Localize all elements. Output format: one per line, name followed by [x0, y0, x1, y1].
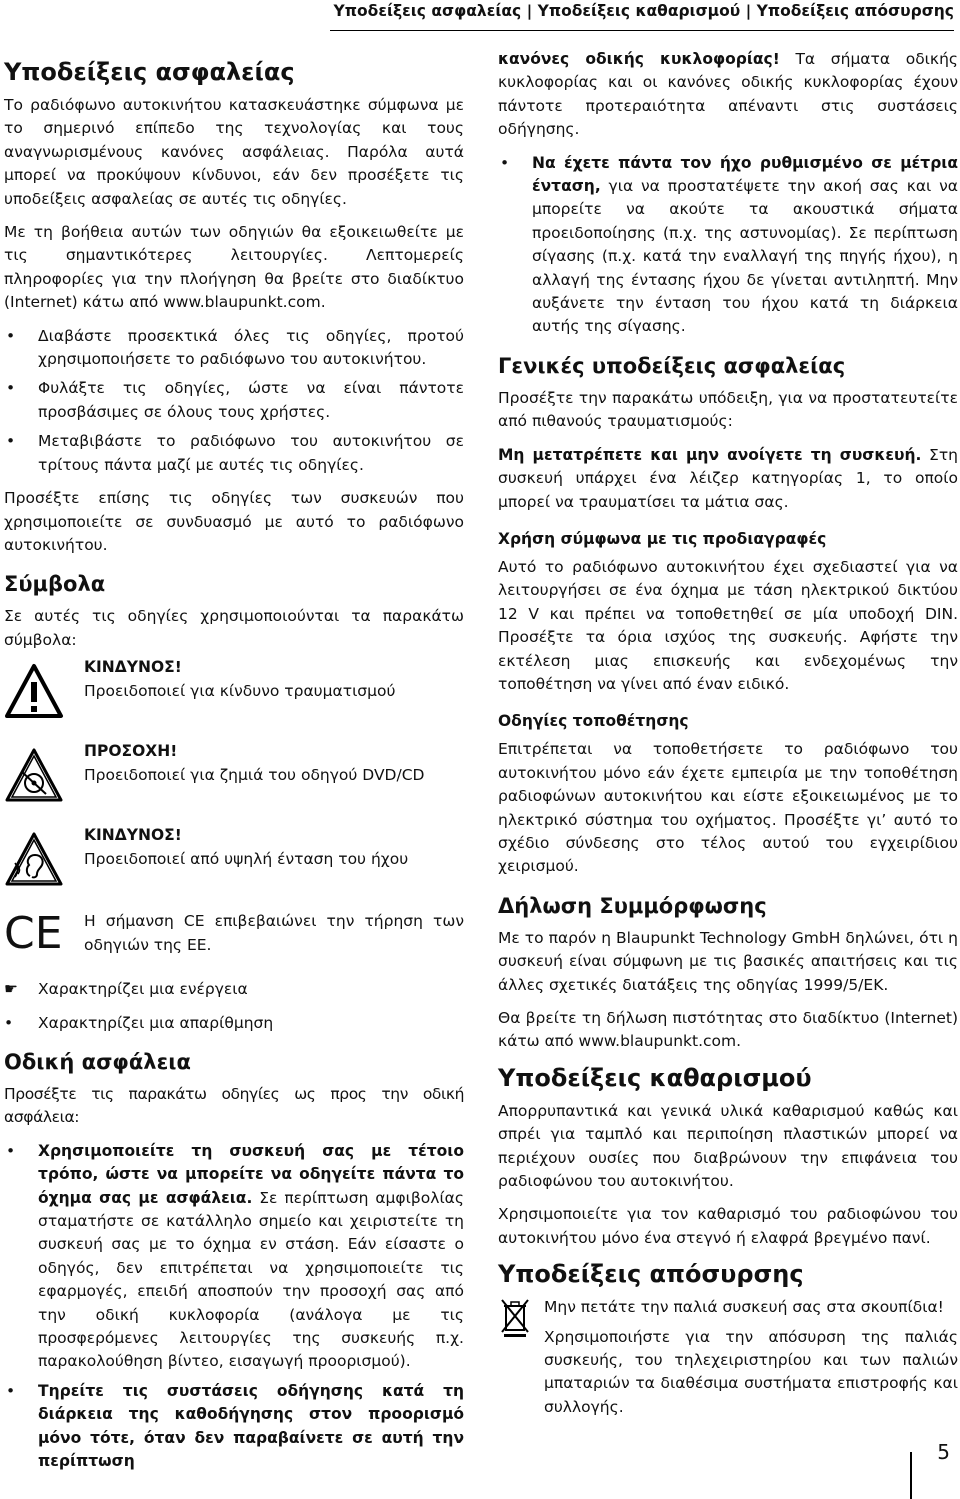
- symbol-ce: [4, 908, 464, 978]
- paragraph: Προσέξτε τις παρακάτω οδηγίες ως προς την οδική ασφάλεια:: [4, 1084, 464, 1127]
- text: Σε περίπτωση αμφιβολίας σταματήστε σε κατάλληλο σημείο και χειριστείτε τη συσκευή σας με το όχημα εν στάση. Εάν είσαστε ο οδηγός, δεν επιτρέπεται να χρησιμοποιείτε τις εφαρμογές, επειδή αποσπούν την προσοχή σας από την οδική κυκλοφορία (ανάλογα με τις προσφερόμενες λειτουργίες της συσκευής π.χ. παρακολούθηση βίντεο, εισαγωγή προορισμού).: [38, 1188, 464, 1371]
- text: Τα σήματα οδικής κυκλοφορίας και οι κανόνες οδικής κυκλοφορίας έχουν πάντοτε προτεραιότητα απέναντι στις συστάσεις οδήγησης.: [498, 50, 958, 139]
- symbol-desc: Προειδοποιεί για ζημιά του οδηγού DVD/CD: [84, 766, 425, 785]
- symbol-volume: [4, 824, 464, 908]
- heading-conformity: Δήλωση Συμμόρφωσης: [498, 893, 767, 918]
- bold-text: Μη μετατρέπετε και μην ανοίγετε τη συσκευή.: [498, 445, 922, 464]
- paragraph: Επιτρέπεται να τοποθετήσετε το ραδιόφωνο του αυτοκινήτου μόνο εάν έχετε εμπειρία με την τοποθέτηση ραδιοφώνων αυτοκινήτου και είστε εξοικειωμένος με το ηλεκτρικό σύστημα του οχήματος. Προσέξτε γι’ αυτό το σχέδιο σύνδεσης στο τέλος αυτού του εγχειρίδιου χειρισμού.: [498, 740, 958, 876]
- list-item: [4, 1380, 464, 1474]
- bullet-list: [4, 325, 464, 477]
- legend-text: Χαρακτηρίζει μια απαρίθμηση: [38, 1013, 274, 1032]
- text: Στη συσκευή υπάρχει ένα λέιζερ κατηγορίας 1, το οποίο μπορεί να τραυματίσει τα μάτια σας.: [498, 445, 958, 511]
- page-number: 5: [937, 1440, 950, 1464]
- paragraph: Θα βρείτε τη δήλωση πιστότητας στο διαδίκτυο (Internet) κάτω από www.blaupunkt.com.: [498, 1009, 958, 1051]
- bold-text: κανόνες οδικής κυκλοφορίας!: [498, 50, 780, 68]
- paragraph: Σε αυτές τις οδηγίες χρησιμοποιούνται τα παρακάτω σύμβολα:: [4, 607, 464, 649]
- symbol-danger: [4, 656, 464, 740]
- right-column: [498, 48, 958, 1429]
- disc-warning-icon: [4, 746, 64, 806]
- symbol-title: ΠΡΟΣΟΧΗ!: [84, 742, 178, 761]
- legend-action: [4, 978, 464, 1001]
- legend-text: Χαρακτηρίζει μια ενέργεια: [38, 980, 248, 999]
- warning-triangle-icon: [4, 662, 64, 722]
- heading-symbols: Σύμβολα: [4, 572, 106, 597]
- paragraph: Απορρυπαντικά και γενικά υλικά καθαρισμού καθώς και σπρέι για ταμπλό και περιποίηση πλαστικών μπορεί να περιέχουν ουσίες που διαβρώνουν την επιφάνεια του ραδιοφώνου του αυτοκινήτου.: [498, 1101, 958, 1191]
- text: για να προστατέψετε την ακοή σας και να μπορείτε να ακούτε τα ακουστικά σήματα προειδοποίησης (π.χ. της αστυνομίας). Σε περίπτωση σίγασης (π.χ. κατά την εναλλαγή της πηγής ήχου), η αλλαγή της έντασης ήχου δε γίνεται αντιληπτή. Μην αυξάνετε την ένταση του ήχου κατά τη διάρκεια αυτής της σίγασης.: [532, 177, 958, 336]
- left-column: [4, 48, 464, 1483]
- bold-text: Χρησιμοποιείτε τη συσκευή σας με τέτοιο τρόπο, ώστε να μπορείτε να οδηγείτε πάντα το όχημα σας με ασφάλεια.: [38, 1141, 464, 1207]
- heading-disposal: Υποδείξεις απόσυρσης: [498, 1260, 804, 1289]
- page-number-rule: [910, 1452, 912, 1499]
- legend-list: [4, 1012, 464, 1035]
- paragraph: Με τη βοήθεια αυτών των οδηγιών θα εξοικειωθείτε με τις σημαντικότερες λειτουργίες. Λεπτομερείς πληροφορίες για την πλοήγηση θα βρείτε στο διαδίκτυο (Internet) κάτω από www.blaupunkt.com.: [4, 223, 464, 312]
- bullet-icon: •: [4, 1013, 14, 1032]
- bullet-list: [498, 152, 958, 339]
- symbol-desc: Προειδοποιεί για κίνδυνο τραυματισμού: [84, 682, 396, 701]
- list-item: [498, 152, 958, 339]
- list-item: • Φυλάξτε τις οδηγίες, ώστε να είναι πάντοτε προσβάσιμες σε όλους τους χρήστες.: [4, 377, 464, 424]
- paragraph: [498, 48, 958, 142]
- symbol-title: ΚΙΝΔΥΝΟΣ!: [84, 826, 182, 845]
- bold-text: Τηρείτε τις συστάσεις οδήγησης κατά τη διάρκεια της καθοδήγησης στον προορισμό μόνο τότε, όταν δεν παραβαίνετε σε αυτή την περίπτωση: [38, 1381, 464, 1471]
- symbol-desc: Προειδοποιεί από υψηλή ένταση του ήχου: [84, 850, 409, 869]
- ear-warning-icon: [4, 830, 64, 890]
- paragraph: Χρησιμοποιείτε για τον καθαρισμό του ραδιοφώνου του αυτοκινήτου μόνο ένα στεγνό ή ελαφρά βρεγμένο πανί.: [498, 1205, 958, 1247]
- symbol-caution: [4, 740, 464, 824]
- bold-text: Να έχετε πάντα τον ήχο ρυθμισμένο σε μέτρια ένταση,: [532, 153, 958, 196]
- paragraph: Μην πετάτε την παλιά συσκευή σας στα σκουπίδια!: [544, 1298, 944, 1317]
- heading-cleaning: Υποδείξεις καθαρισμού: [498, 1063, 812, 1092]
- paragraph: Το ραδιόφωνο αυτοκινήτου κατασκευάστηκε σύμφωνα με το σημερινό επίπεδο της τεχνολογίας και τους αναγνωρισμένους κανόνες ασφάλειας. Παρόλα αυτά μπορεί να προκύψουν κίνδυνοι, εάν δεν προσέξετε τις υποδείξεις ασφαλείας σε αυτές τις οδηγίες.: [4, 96, 464, 208]
- heading-general-safety: Γενικές υποδείξεις ασφαλείας: [498, 353, 846, 378]
- ce-mark-icon: CE: [4, 908, 63, 960]
- paragraph: Χρησιμοποιήστε για την απόσυρση της παλιάς συσκευής, του τηλεχειριστηρίου και των παλιών μπαταριών τα διαθέσιμα συστήματα επιστροφής και συλλογής.: [544, 1327, 958, 1416]
- heading-intended-use: Χρήση σύμφωνα με τις προδιαγραφές: [498, 529, 827, 548]
- bullet-list: [4, 1140, 464, 1474]
- symbol-title: ΚΙΝΔΥΝΟΣ!: [84, 658, 182, 677]
- crossed-bin-icon: [498, 1298, 532, 1338]
- heading-road-safety: Οδική ασφάλεια: [4, 1049, 191, 1074]
- paragraph: Με το παρόν η Blaupunkt Technology GmbH δηλώνει, ότι η συσκευή είναι σύμφωνη με τις βασικές απαιτήσεις και τις άλλες σχετικές διατάξεις της οδηγίας 1999/5/ΕΚ.: [498, 928, 958, 994]
- paragraph: Προσέξτε επίσης τις οδηγίες των συσκευών που χρησιμοποιείτε σε συνδυασμό με αυτό το ραδιόφωνο αυτοκινήτου.: [4, 489, 464, 554]
- list-item: • Μεταβιβάστε το ραδιόφωνο του αυτοκινήτου σε τρίτους πάντα μαζί με αυτές τις οδηγίες.: [4, 430, 464, 477]
- paragraph: Αυτό το ραδιόφωνο αυτοκινήτου έχει σχεδιαστεί για να λειτουργήσει σε ένα όχημα με τάση ηλεκτρικού δικτύου 12 V και πρέπει να τοποθετηθεί σε μία υποδοχή DIN. Προσέξτε τα όρια ισχύος της συσκευής. Αφήστε την εκτέλεση μιας επισκευής και ενδεχομένως την τοποθέτηση να γίνει από έναν ειδικό.: [498, 557, 958, 693]
- disposal-block: [498, 1296, 958, 1419]
- paragraph: Προσέξτε την παρακάτω υπόδειξη, για να προστατευτείτε από πιθανούς τραυματισμούς:: [498, 388, 958, 431]
- heading-safety: Υποδείξεις ασφαλείας: [4, 58, 295, 86]
- pointing-hand-icon: ☛: [4, 980, 18, 999]
- list-item: [4, 1140, 464, 1374]
- running-header: Υποδείξεις ασφαλείας | Υποδείξεις καθαρισμού | Υποδείξεις απόσυρσης: [330, 0, 954, 31]
- heading-installation: Οδηγίες τοποθέτησης: [498, 712, 689, 731]
- symbol-desc: Η σήμανση CE επιβεβαιώνει την τήρηση των οδηγιών της ΕΕ.: [84, 912, 464, 954]
- list-item: • Διαβάστε προσεκτικά όλες τις οδηγίες, προτού χρησιμοποιήσετε το ραδιόφωνο του αυτοκινήτου.: [4, 325, 464, 372]
- paragraph: [498, 444, 958, 514]
